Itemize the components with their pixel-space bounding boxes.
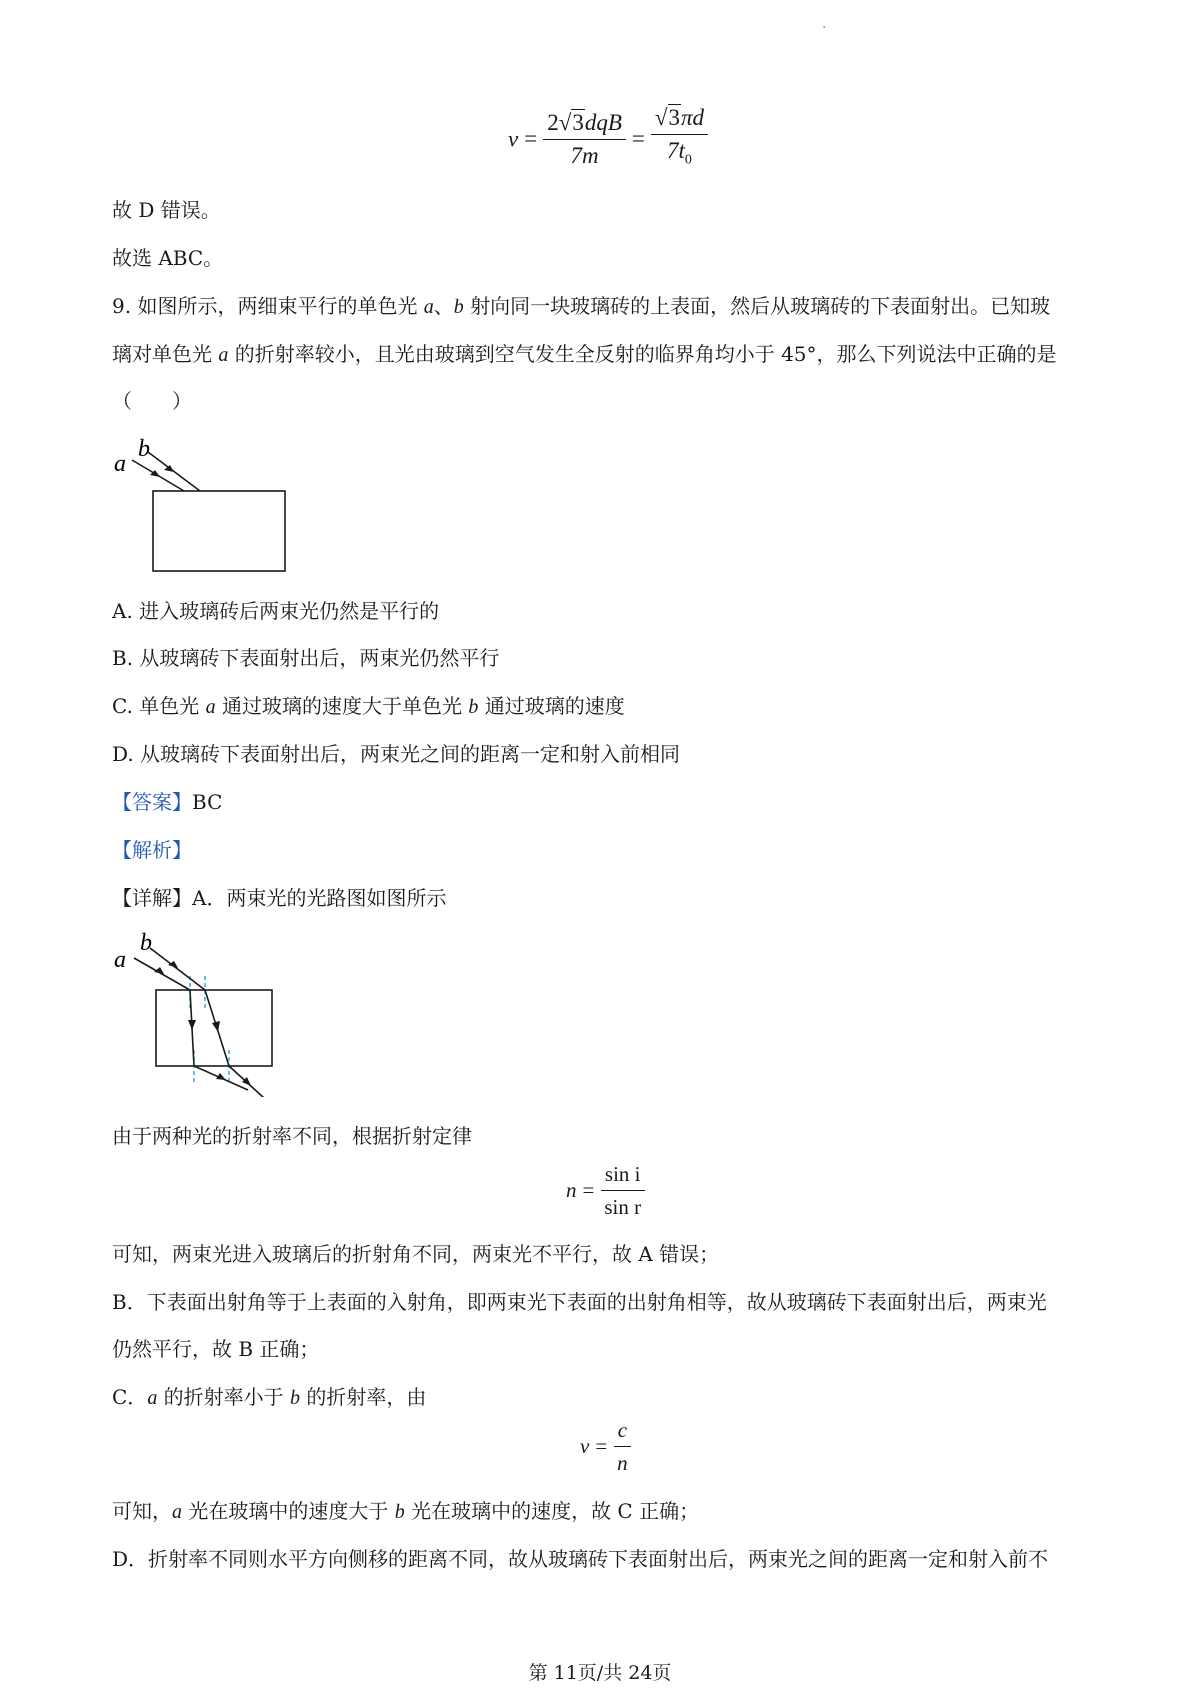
question-line-1: 9. 如图所示，两细束平行的单色光 a、b 射向同一块玻璃砖的上表面，然后从玻璃砖的下表面射出。已知玻 bbox=[112, 294, 1051, 318]
detail-label: 【详解】 bbox=[112, 886, 192, 910]
figure2-label-b: b bbox=[140, 930, 152, 956]
text-d-wrong: 故 D 错误。 bbox=[112, 198, 221, 222]
equation-n: n = $\frac{\text{sin i}}{\text{sin r}}$ bbox=[566, 1160, 645, 1221]
answer-line bbox=[112, 788, 222, 816]
analysis-label: 【解析】 bbox=[112, 838, 192, 862]
glass-rect-2 bbox=[156, 990, 272, 1066]
text-c-line-1: C．a 的折射率小于 b 的折射率，由 bbox=[112, 1385, 427, 1409]
eq-v-lhs: v bbox=[508, 126, 519, 152]
text-d-line: D．折射率不同则水平方向侧移的距离不同，故从玻璃砖下表面射出后，两束光之间的距离一定和射入前不 bbox=[112, 1547, 1049, 1571]
figure-label-a: a bbox=[114, 451, 126, 477]
ray-path-b bbox=[150, 948, 264, 1097]
option-d: D. 从玻璃砖下表面射出后，两束光之间的距离一定和射入前相同 bbox=[112, 742, 681, 766]
answer-value: BC bbox=[192, 790, 223, 814]
text-a-wrong: 可知，两束光进入玻璃后的折射角不同，两束光不平行，故 A 错误； bbox=[112, 1242, 720, 1266]
answer-label: 【答案】 bbox=[112, 790, 192, 814]
eq-v-frac1: $\frac{\text{2√3dqB}}{7m}$ bbox=[543, 109, 626, 170]
question-line-2: 璃对单色光 a 的折射率较小，且光由玻璃到空气发生全反射的临界角均小于 45°，那么下列说法中正确的是 bbox=[112, 342, 1057, 366]
eq-v-frac2: $\frac{√3\pi d}{7t_0}$ bbox=[651, 104, 708, 175]
figure2-label-a: a bbox=[114, 947, 126, 973]
glass-rect bbox=[153, 491, 285, 571]
figure-glass-block bbox=[108, 430, 298, 580]
top-dot: · bbox=[822, 20, 827, 36]
text-c-line-2: 可知，a 光在玻璃中的速度大于 b 光在玻璃中的速度，故 C 正确； bbox=[112, 1499, 700, 1523]
detail-line: 【详解】A．两束光的光路图如图所示 bbox=[112, 886, 447, 910]
question-line-3: （ ） bbox=[112, 389, 192, 413]
equation-v-c-n: v = $\frac{c}{n}$ bbox=[580, 1416, 632, 1477]
option-c: C. 单色光 a 通过玻璃的速度大于单色光 b 通过玻璃的速度 bbox=[112, 694, 625, 718]
figure-light-path bbox=[108, 922, 298, 1097]
option-b: B. 从玻璃砖下表面射出后，两束光仍然平行 bbox=[112, 646, 500, 670]
text-b-line-2: 仍然平行，故 B 正确； bbox=[112, 1337, 320, 1361]
equation-velocity: v = $\frac{\text{2√3dqB}}{7m}$ = $\frac{√3\pi d}{7t_0}$ bbox=[508, 104, 708, 175]
page-footer: 第 11页/共 24页 bbox=[528, 1662, 672, 1684]
text-b-line-1: B．下表面出射角等于上表面的入射角，即两束光下表面的出射角相等，故从玻璃砖下表面射出后，两束光 bbox=[112, 1290, 1047, 1314]
option-a: A. 进入玻璃砖后两束光仍然是平行的 bbox=[112, 599, 440, 623]
figure-label-b: b bbox=[138, 436, 150, 462]
text-refraction-law: 由于两种光的折射率不同，根据折射定律 bbox=[112, 1124, 472, 1148]
text-choose-abc: 故选 ABC。 bbox=[112, 246, 224, 270]
